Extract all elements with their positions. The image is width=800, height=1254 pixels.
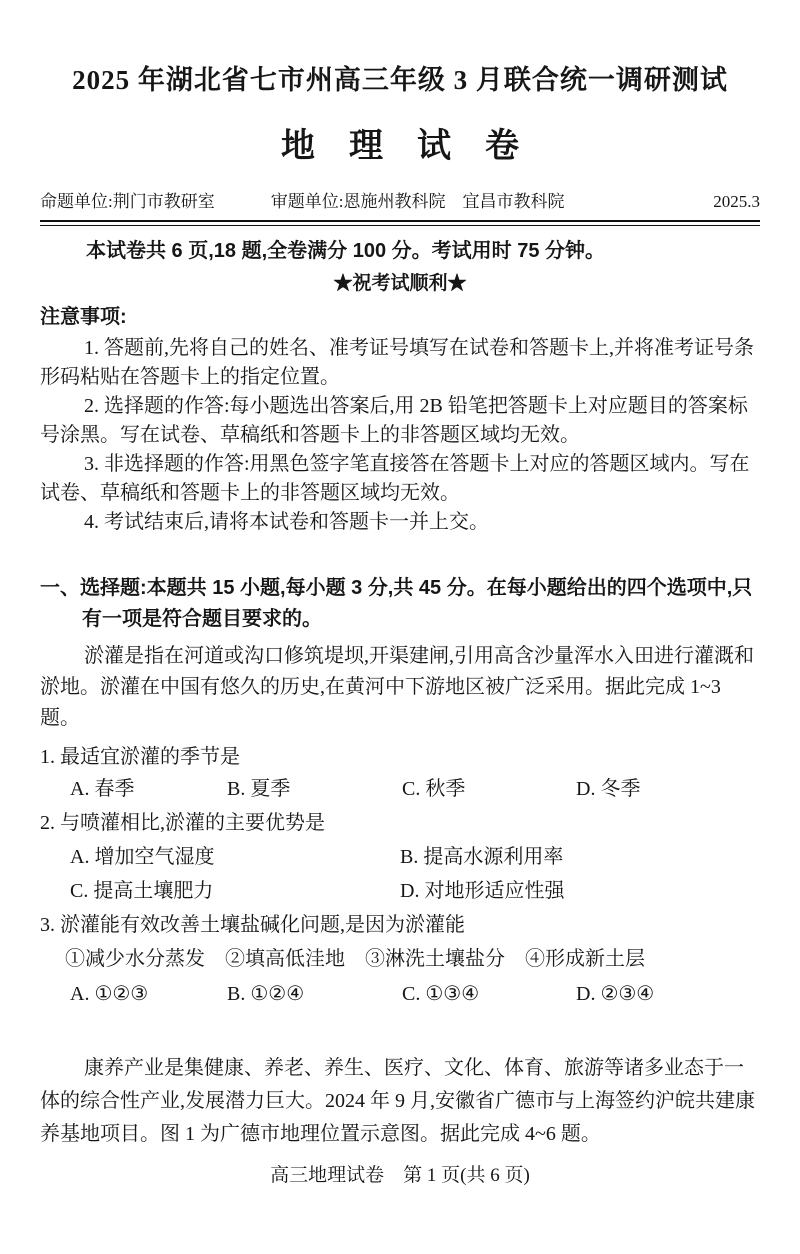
question-2-option-b: B. 提高水源利用率 xyxy=(400,846,564,868)
question-1-stem: 1. 最适宜淤灌的季节是 xyxy=(40,746,240,768)
question-2-option-a: A. 增加空气湿度 xyxy=(70,846,215,868)
header-double-rule xyxy=(40,220,760,226)
proposer-unit: 命题单位:荆门市教研室 xyxy=(40,192,215,211)
question-1-option-c: C. 秋季 xyxy=(402,778,466,800)
question-3 xyxy=(40,908,760,1012)
notice-item-4: 4. 考试结束后,请将本试卷和答题卡一并上交。 xyxy=(84,511,489,533)
question-2-option-d: D. 对地形适应性强 xyxy=(400,880,565,902)
exam-info-line: 本试卷共 6 页,18 题,全卷满分 100 分。考试用时 75 分钟。 xyxy=(86,240,605,262)
question-1-option-b: B. 夏季 xyxy=(227,778,291,800)
question-3-stem: 3. 淤灌能有效改善土壤盐碱化问题,是因为淤灌能 xyxy=(40,914,465,936)
exam-date: 2025.3 xyxy=(713,192,760,211)
reviewer-unit: 审题单位:恩施州教科院 宜昌市教科院 xyxy=(270,192,565,211)
question-1-option-d: D. 冬季 xyxy=(576,778,641,800)
passage-questions-4-6: 康养产业是集健康、养老、养生、医疗、文化、体育、旅游等诸多业态于一体的综合性产业,发展潜力巨大。2024 年 9 月,安徽省广德市与上海签约沪皖共建康养基地项目。图 1 为广德市地理位置示意图。据此完成 4~6 题。 xyxy=(40,1057,755,1145)
notice-heading: 注意事项: xyxy=(40,306,127,328)
question-3-numbered-statements: ①减少水分蒸发 ②填高低洼地 ③淋洗土壤盐分 ④形成新土层 xyxy=(65,948,645,970)
question-3-option-d: D. ②③④ xyxy=(576,983,655,1005)
question-3-option-a: A. ①②③ xyxy=(70,983,149,1005)
notice-item-1: 1. 答题前,先将自己的姓名、准考证号填写在试卷和答题卡上,并将准考证号条形码粘贴在答题卡上的指定位置。 xyxy=(40,337,754,388)
blessing-line: ★祝考试顺利★ xyxy=(333,273,467,294)
notice-item-3: 3. 非选择题的作答:用黑色签字笔直接答在答题卡上对应的答题区域内。写在试卷、草稿纸和答题卡上的非答题区域均无效。 xyxy=(40,453,750,504)
question-3-options xyxy=(40,976,760,1012)
question-1-option-a: A. 春季 xyxy=(70,778,135,800)
meta-row xyxy=(40,190,760,214)
question-1 xyxy=(40,742,760,806)
exam-paper-page xyxy=(0,62,800,1189)
passage-questions-1-3: 淤灌是指在河道或沟口修筑堤坝,开渠建闸,引用高含沙量浑水入田进行灌溉和淤地。淤灌在中国有悠久的历史,在黄河中下游地区被广泛采用。据此完成 1~3 题。 xyxy=(40,645,754,729)
question-3-option-c: C. ①③④ xyxy=(402,983,480,1005)
question-1-options xyxy=(40,772,760,806)
question-2-stem: 2. 与喷灌相比,淤灌的主要优势是 xyxy=(40,812,325,834)
notice-list xyxy=(40,334,760,537)
question-2 xyxy=(40,806,760,908)
question-2-option-c: C. 提高土壤肥力 xyxy=(70,880,214,902)
section-1-heading: 一、选择题:本题共 15 小题,每小题 3 分,共 45 分。在每小题给出的四个选项中,只有一项是符合题目要求的。 xyxy=(40,577,753,630)
question-3-option-b: B. ①②④ xyxy=(227,983,305,1005)
notice-item-2: 2. 选择题的作答:每小题选出答案后,用 2B 铅笔把答题卡上对应题目的答案标号涂黑。写在试卷、草稿纸和答题卡上的非答题区域均无效。 xyxy=(40,395,748,446)
page-footer: 高三地理试卷 第 1 页(共 6 页) xyxy=(270,1165,530,1186)
question-2-options-row-2 xyxy=(40,874,760,908)
exam-title: 2025 年湖北省七市州高三年级 3 月联合统一调研测试 xyxy=(72,65,728,95)
paper-subject-title: 地 理 试 卷 xyxy=(281,127,519,165)
question-2-options-row-1 xyxy=(40,840,760,874)
